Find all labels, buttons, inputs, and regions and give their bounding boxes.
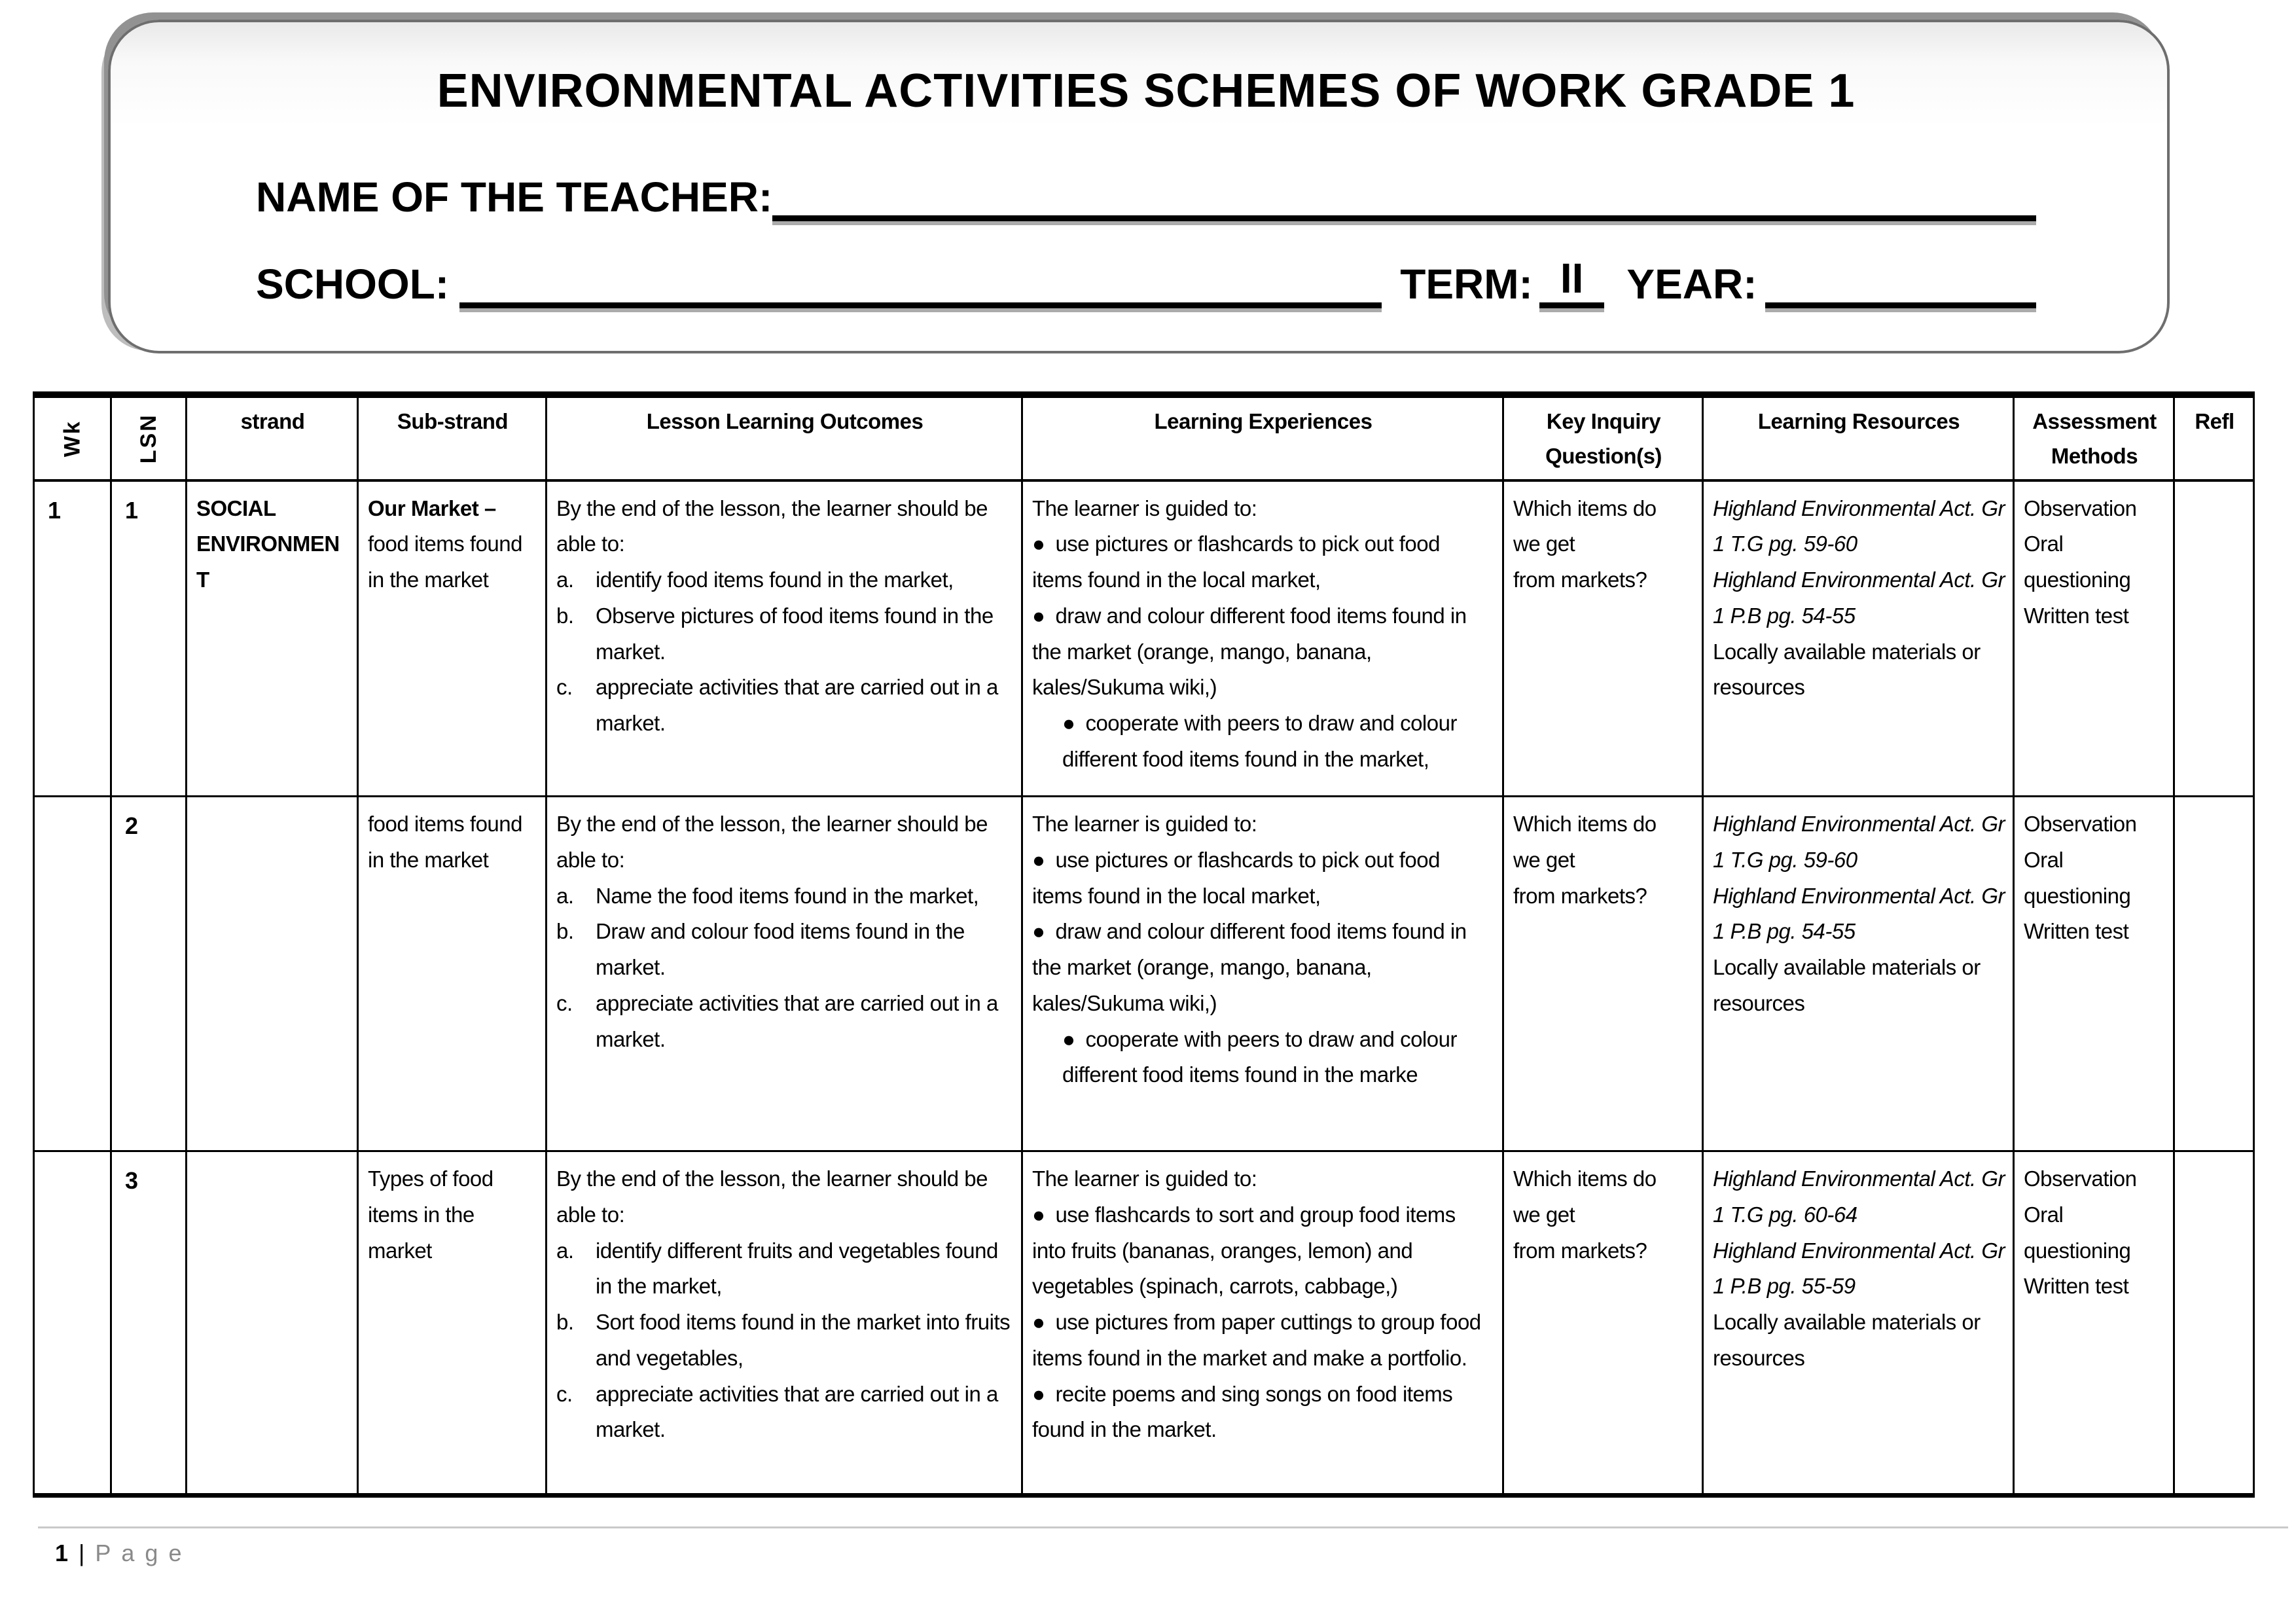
bullet-icon: ●	[1032, 1202, 1045, 1227]
sub-strand-text: Types of food items in the market	[368, 1166, 493, 1263]
page-footer	[55, 1540, 192, 1567]
teacher-name-blank	[772, 202, 2036, 221]
key-inquiry-line: Which items do	[1513, 1166, 1657, 1191]
school-term-year-line	[256, 254, 2036, 308]
key-inquiry-cell	[1503, 797, 1703, 1151]
column-header-lsn-label: LSN	[135, 413, 161, 464]
sub-strand-text: food items found in the market	[368, 812, 522, 872]
sub-strand-text: food items found in the market	[368, 532, 522, 592]
column-header-lsn	[111, 395, 187, 480]
sub-strand-cell	[358, 480, 547, 797]
outcome-letter: a.	[556, 1238, 574, 1263]
experience-bullet	[1032, 1197, 1494, 1305]
outcome-item	[556, 598, 1013, 670]
outcome-item	[556, 562, 1013, 598]
year-blank	[1765, 289, 2036, 308]
key-inquiry-line: Which items do	[1513, 812, 1657, 837]
title-box	[108, 20, 2170, 353]
assessment-entry: Written test	[2024, 919, 2129, 944]
footer-divider	[38, 1526, 2288, 1528]
assessment-entry: Oral questioning	[2024, 532, 2131, 592]
outcome-letter: b.	[556, 919, 574, 944]
outcome-letter: c.	[556, 990, 573, 1015]
resource-entry: Highland Environmental Act. Gr 1 P.B pg. 54-55	[1713, 883, 2005, 944]
bullet-icon: ●	[1032, 603, 1045, 628]
wk-cell: 1	[34, 480, 111, 797]
experiences-intro: The learner is guided to:	[1032, 496, 1257, 520]
outcome-letter: c.	[556, 675, 573, 700]
bullet-icon: ●	[1032, 532, 1045, 556]
key-inquiry-line: from markets?	[1513, 568, 1647, 592]
assessment-entry: Written test	[2024, 1274, 2129, 1299]
lsn-cell: 2	[111, 797, 187, 1151]
bullet-icon: ●	[1062, 711, 1075, 736]
experiences-cell	[1022, 480, 1503, 797]
footer-separator: |	[79, 1540, 85, 1566]
experiences-cell	[1022, 797, 1503, 1151]
outcome-item	[556, 986, 1013, 1058]
column-header-experiences: Learning Experiences	[1022, 395, 1503, 480]
experiences-intro: The learner is guided to:	[1032, 1166, 1257, 1191]
outcomes-cell	[547, 797, 1022, 1151]
outcome-item	[556, 1377, 1013, 1449]
experience-bullet	[1032, 842, 1494, 914]
wk-cell	[34, 797, 111, 1151]
experience-text: draw and colour different food items found in the market (orange, mango, banana, kales/Sukuma wiki,)	[1032, 603, 1467, 700]
bullet-icon: ●	[1032, 1310, 1045, 1335]
assessment-entry: Observation	[2024, 1166, 2137, 1191]
table-row	[34, 797, 2254, 1151]
column-header-outcomes: Lesson Learning Outcomes	[547, 395, 1022, 480]
experience-bullet	[1032, 914, 1494, 1021]
outcome-letter: b.	[556, 603, 574, 628]
strand-line: ENVIRONMEN	[196, 532, 340, 556]
resources-cell	[1703, 480, 2014, 797]
outcomes-intro: By the end of the lesson, the learner should be able to:	[556, 496, 988, 556]
sub-strand-text: Our Market –	[368, 496, 496, 520]
term-label: TERM:	[1400, 261, 1533, 308]
resource-entry: Highland Environmental Act. Gr 1 T.G pg. 59-60	[1713, 496, 2005, 556]
wk-cell	[34, 1151, 111, 1496]
key-inquiry-line: we get	[1513, 1202, 1575, 1227]
bullet-icon: ●	[1032, 1381, 1045, 1406]
outcome-text: identify different fruits and vegetables found in the market,	[596, 1238, 998, 1299]
year-label: YEAR:	[1626, 261, 1757, 308]
experience-text: cooperate with peers to draw and colour different food items found in the marke	[1062, 1026, 1457, 1087]
column-header-wk-label: Wk	[60, 420, 85, 458]
experience-bullet	[1032, 706, 1494, 778]
experience-text: use pictures or flashcards to pick out food items found in the local market,	[1032, 532, 1440, 592]
assessment-cell	[2014, 480, 2174, 797]
outcome-item	[556, 1233, 1013, 1305]
assessment-entry: Oral questioning	[2024, 1202, 2131, 1263]
experience-text: draw and colour different food items found in the market (orange, mango, banana, kales/Sukuma wiki,)	[1032, 919, 1467, 1015]
resource-entry: Locally available materials or resources	[1713, 1310, 1981, 1370]
key-inquiry-line: from markets?	[1513, 1238, 1647, 1263]
document-title: ENVIRONMENTAL ACTIVITIES SCHEMES OF WORK GRADE 1	[437, 65, 1856, 117]
refl-cell	[2174, 797, 2254, 1151]
key-inquiry-line: we get	[1513, 532, 1575, 556]
experience-text: cooperate with peers to draw and colour different food items found in the market,	[1062, 711, 1457, 771]
page-label: Page	[95, 1540, 192, 1566]
outcomes-cell	[547, 1151, 1022, 1496]
column-header-strand: strand	[187, 395, 358, 480]
column-header-resources: Learning Resources	[1703, 395, 2014, 480]
table-row	[34, 1151, 2254, 1496]
experiences-cell	[1022, 1151, 1503, 1496]
outcome-item	[556, 878, 1013, 914]
outcome-letter: a.	[556, 568, 574, 592]
resources-cell	[1703, 1151, 2014, 1496]
school-blank	[459, 289, 1382, 308]
experience-bullet	[1032, 598, 1494, 706]
column-header-assessment: Assessment Methods	[2014, 395, 2174, 480]
lsn-cell: 1	[111, 480, 187, 797]
teacher-name-line	[256, 173, 2036, 221]
key-inquiry-cell	[1503, 480, 1703, 797]
column-header-wk	[34, 395, 111, 480]
assessment-entry: Observation	[2024, 496, 2137, 520]
experience-text: use flashcards to sort and group food items into fruits (bananas, oranges, lemon) and vegetables (spinach, carrots, cabbage,)	[1032, 1202, 1456, 1299]
assessment-entry: Observation	[2024, 812, 2137, 837]
refl-cell	[2174, 480, 2254, 797]
outcome-letter: a.	[556, 883, 574, 908]
outcome-text: appreciate activities that are carried out in a market.	[596, 675, 998, 736]
key-inquiry-cell	[1503, 1151, 1703, 1496]
column-header-key-inquiry: Key Inquiry Question(s)	[1503, 395, 1703, 480]
outcome-text: identify food items found in the market,	[596, 568, 954, 592]
key-inquiry-line: from markets?	[1513, 883, 1647, 908]
column-header-sub-strand: Sub-strand	[358, 395, 547, 480]
outcome-item	[556, 914, 1013, 986]
outcome-text: Draw and colour food items found in the market.	[596, 919, 965, 980]
outcome-text: appreciate activities that are carried out in a market.	[596, 1381, 998, 1442]
experience-bullet	[1032, 1377, 1494, 1449]
resources-cell	[1703, 797, 2014, 1151]
experience-bullet	[1032, 1305, 1494, 1377]
strand-cell	[187, 480, 358, 797]
teacher-name-label: NAME OF THE TEACHER:	[256, 173, 773, 221]
sub-strand-cell	[358, 1151, 547, 1496]
experiences-intro: The learner is guided to:	[1032, 812, 1257, 837]
lsn-cell: 3	[111, 1151, 187, 1496]
outcomes-intro: By the end of the lesson, the learner should be able to:	[556, 1166, 988, 1227]
page-number: 1	[55, 1540, 69, 1566]
table-row	[34, 480, 2254, 797]
experience-bullet	[1032, 1022, 1494, 1094]
outcome-letter: b.	[556, 1310, 574, 1335]
strand-cell	[187, 797, 358, 1151]
resource-entry: Locally available materials or resources	[1713, 955, 1981, 1015]
experience-text: use pictures from paper cuttings to group food items found in the market and make a portfolio.	[1032, 1310, 1481, 1370]
refl-cell	[2174, 1151, 2254, 1496]
outcome-item	[556, 1305, 1013, 1377]
outcome-text: appreciate activities that are carried out in a market.	[596, 990, 998, 1051]
outcomes-intro: By the end of the lesson, the learner should be able to:	[556, 812, 988, 872]
key-inquiry-line: Which items do	[1513, 496, 1657, 520]
resource-entry: Highland Environmental Act. Gr 1 T.G pg. 60-64	[1713, 1166, 2005, 1227]
assessment-entry: Written test	[2024, 603, 2129, 628]
strand-line: SOCIAL	[196, 496, 276, 520]
outcomes-cell	[547, 480, 1022, 797]
school-label: SCHOOL:	[256, 261, 450, 308]
assessment-cell	[2014, 1151, 2174, 1496]
resource-entry: Highland Environmental Act. Gr 1 P.B pg. 55-59	[1713, 1238, 2005, 1299]
bullet-icon: ●	[1032, 847, 1045, 872]
outcome-text: Observe pictures of food items found in the market.	[596, 603, 994, 664]
column-header-refl: Refl	[2174, 395, 2254, 480]
resource-entry: Highland Environmental Act. Gr 1 P.B pg. 54-55	[1713, 568, 2005, 628]
strand-cell	[187, 1151, 358, 1496]
table-header-row	[34, 395, 2254, 480]
key-inquiry-line: we get	[1513, 847, 1575, 872]
schemes-of-work-table	[33, 391, 2255, 1498]
outcome-letter: c.	[556, 1381, 573, 1406]
outcome-text: Sort food items found in the market into fruits and vegetables,	[596, 1310, 1011, 1370]
resource-entry: Highland Environmental Act. Gr 1 T.G pg. 59-60	[1713, 812, 2005, 872]
term-value: II	[1539, 254, 1605, 308]
bullet-icon: ●	[1032, 919, 1045, 944]
outcome-item	[556, 670, 1013, 742]
experience-bullet	[1032, 526, 1494, 598]
bullet-icon: ●	[1062, 1026, 1075, 1051]
resource-entry: Locally available materials or resources	[1713, 639, 1981, 700]
experience-text: use pictures or flashcards to pick out food items found in the local market,	[1032, 847, 1440, 908]
strand-line: T	[196, 568, 209, 592]
assessment-cell	[2014, 797, 2174, 1151]
experience-text: recite poems and sing songs on food items found in the market.	[1032, 1381, 1453, 1442]
assessment-entry: Oral questioning	[2024, 847, 2131, 908]
sub-strand-cell	[358, 797, 547, 1151]
outcome-text: Name the food items found in the market,	[596, 883, 979, 908]
